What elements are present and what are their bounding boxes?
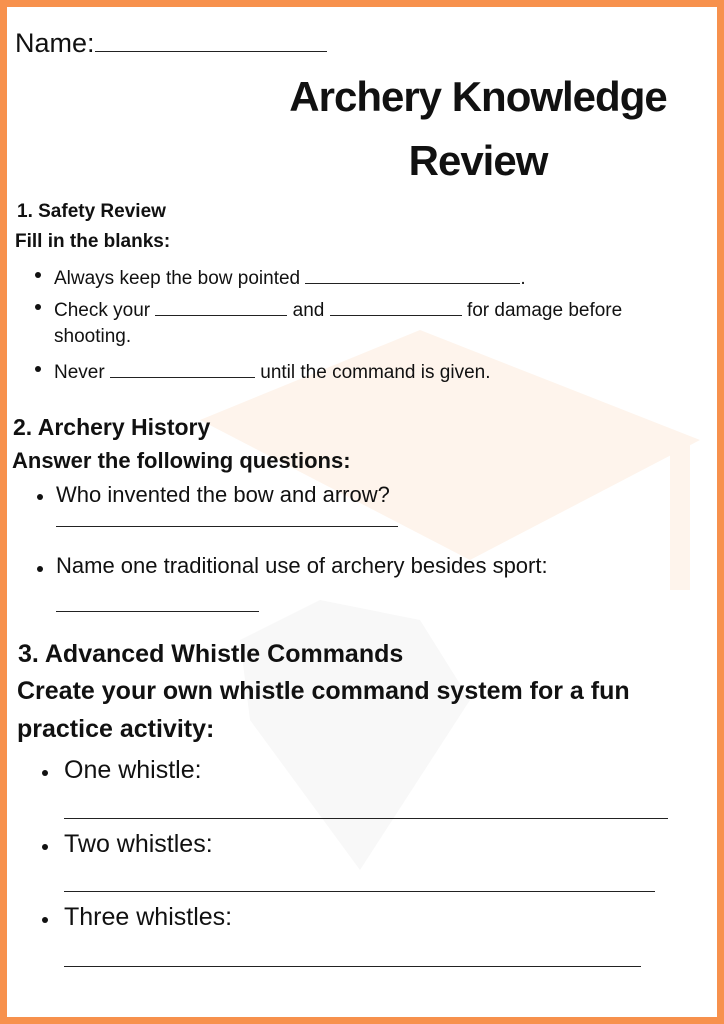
bullet xyxy=(37,566,43,572)
list-item: Three whistles: xyxy=(64,903,233,931)
answer-blank[interactable] xyxy=(64,966,641,967)
answer-blank[interactable] xyxy=(56,526,398,527)
list-item: Always keep the bow pointed . xyxy=(54,264,526,288)
answer-blank[interactable] xyxy=(56,611,259,612)
list-item: Check your and for damage before xyxy=(54,296,622,320)
name-blank[interactable] xyxy=(95,24,327,52)
list-item: Never until the command is given. xyxy=(54,358,490,382)
bullet xyxy=(35,366,41,372)
list-item: Who invented the bow and arrow? xyxy=(56,482,390,507)
name-label: Name: xyxy=(15,28,95,58)
list-item: One whistle: xyxy=(64,756,202,784)
answer-blank[interactable] xyxy=(155,296,287,316)
answer-blank[interactable] xyxy=(110,358,255,378)
section3-heading: 3. Advanced Whistle Commands xyxy=(18,640,404,668)
section2-instruction: Answer the following questions: xyxy=(12,448,351,473)
bullet xyxy=(35,272,41,278)
answer-blank[interactable] xyxy=(64,891,655,892)
list-item: Two whistles: xyxy=(64,830,213,858)
bullet xyxy=(42,917,48,923)
answer-blank[interactable] xyxy=(330,296,462,316)
section2-heading: 2. Archery History xyxy=(13,414,211,440)
page-title-line-1: Archery Knowledge xyxy=(289,73,667,120)
answer-blank[interactable] xyxy=(64,818,668,819)
list-item-continued: shooting. xyxy=(54,326,132,347)
answer-blank[interactable] xyxy=(305,264,520,284)
list-item: Name one traditional use of archery besides sport: xyxy=(56,553,548,578)
name-field[interactable] xyxy=(15,24,327,57)
bullet xyxy=(42,770,48,776)
bullet xyxy=(42,844,48,850)
section1-heading: 1. Safety Review xyxy=(17,201,166,222)
bullet xyxy=(37,494,43,500)
page-title-line-2: Review xyxy=(408,137,548,184)
section3-instruction-line-1: Create your own whistle command system for a fun xyxy=(17,677,630,705)
section3-instruction-line-2: practice activity: xyxy=(17,715,215,743)
bullet xyxy=(35,304,41,310)
section1-instruction: Fill in the blanks: xyxy=(15,231,171,252)
